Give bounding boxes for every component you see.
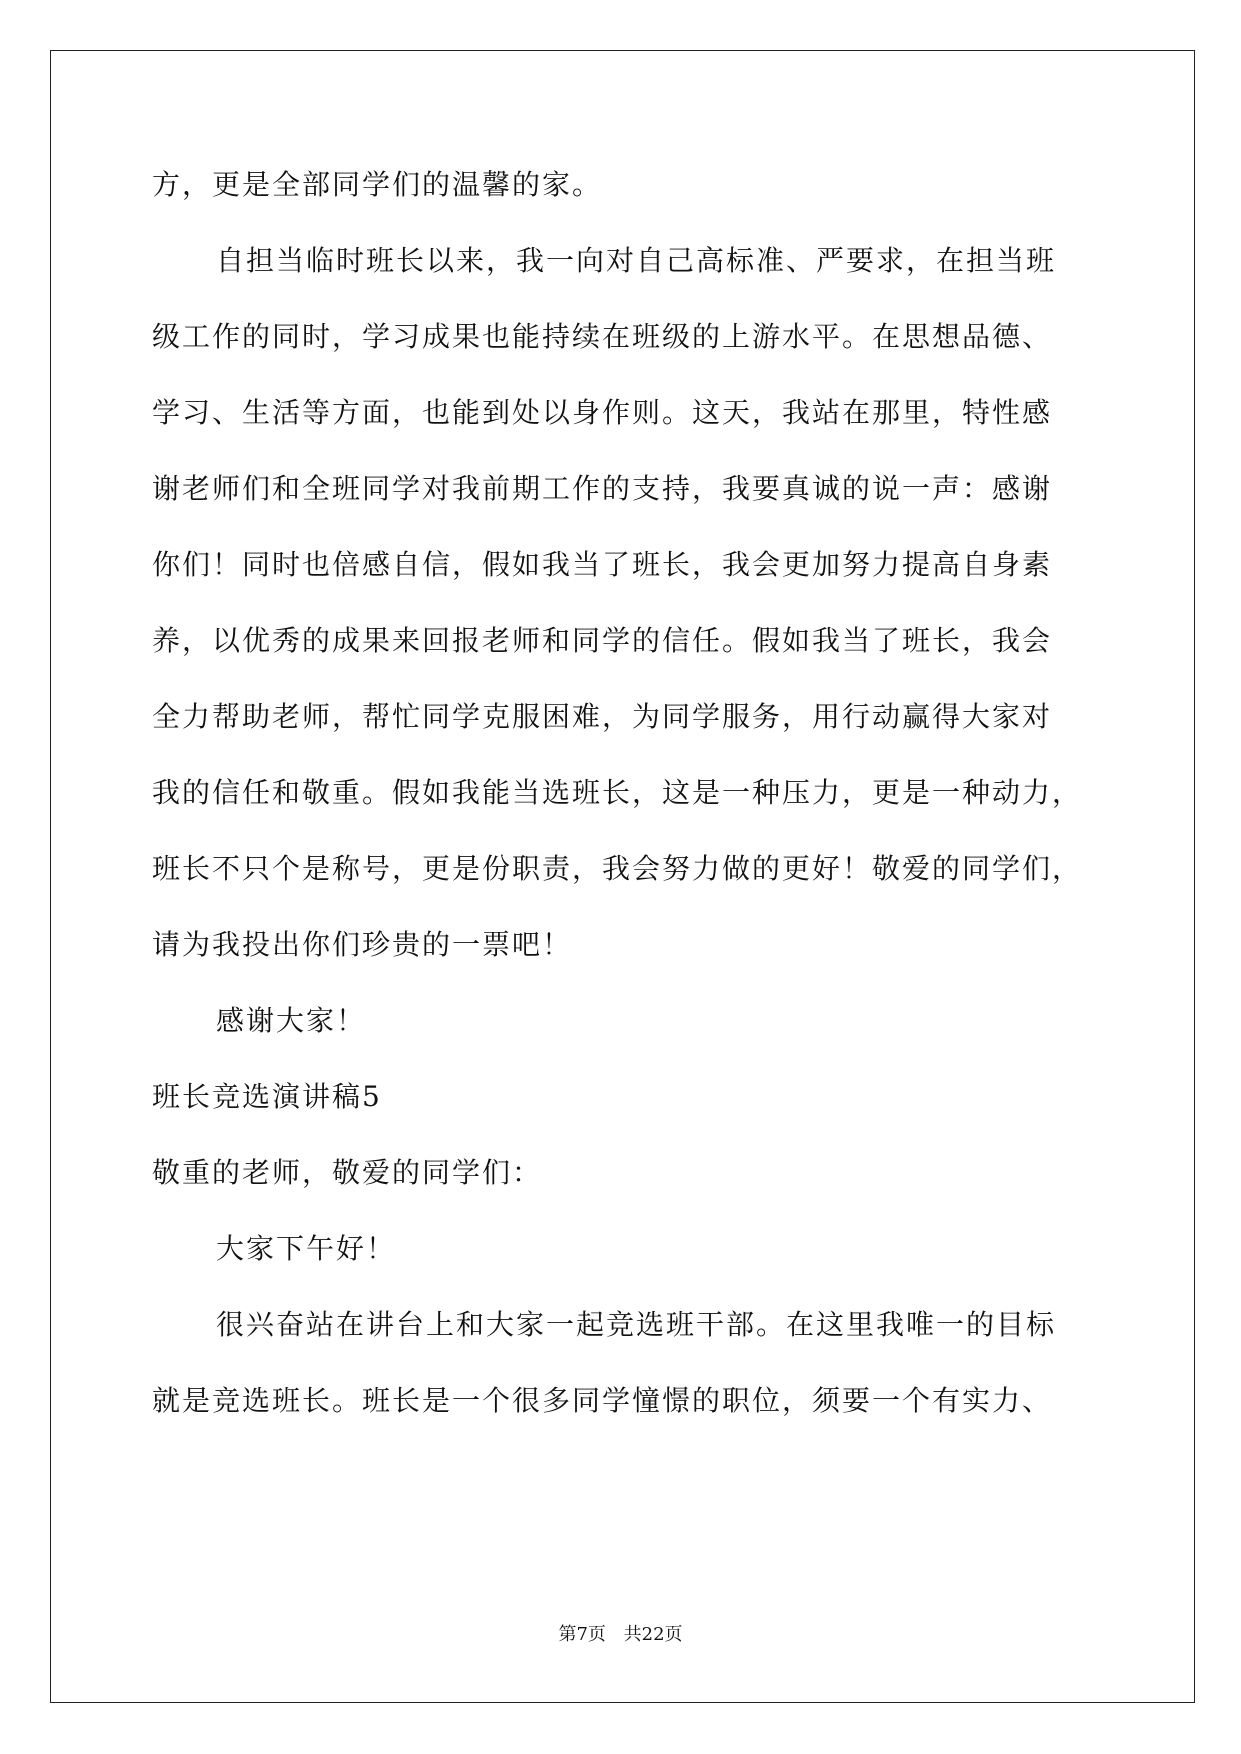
text-line: 方，更是全部同学们的温馨的家。 xyxy=(152,168,603,201)
paragraph-start-line: 很兴奋站在讲台上和大家一起竞选班干部。在这里我唯一的目标 xyxy=(216,1308,1057,1341)
greeting-line: 大家下午好！ xyxy=(216,1232,397,1265)
text-line: 你们！同时也倍感自信，假如我当了班长，我会更加努力提高自身素 xyxy=(152,548,1053,581)
page-total: 共22页 xyxy=(623,1624,683,1645)
text-line: 谢老师们和全班同学对我前期工作的支持，我要真诚的说一声：感谢 xyxy=(152,472,1053,505)
text-line: 我的信任和敬重。假如我能当选班长，这是一种压力，更是一种动力， xyxy=(152,776,1083,809)
text-line: 请为我投出你们珍贵的一票吧！ xyxy=(152,928,573,961)
text-line: 学习、生活等方面，也能到处以身作则。这天，我站在那里，特性感 xyxy=(152,396,1053,429)
paragraph-start-line: 自担当临时班长以来，我一向对自己高标准、严要求，在担当班 xyxy=(216,244,1057,277)
text-line: 全力帮助老师，帮忙同学克服困难，为同学服务，用行动赢得大家对 xyxy=(152,700,1053,733)
text-line: 班长不只个是称号，更是份职责，我会努力做的更好！敬爱的同学们， xyxy=(152,852,1083,885)
page-footer xyxy=(0,1624,1241,1646)
text-line: 就是竞选班长。班长是一个很多同学憧憬的职位，须要一个有实力、 xyxy=(152,1384,1053,1417)
text-line: 养，以优秀的成果来回报老师和同学的信任。假如我当了班长，我会 xyxy=(152,624,1053,657)
closing-line: 感谢大家！ xyxy=(216,1004,367,1037)
text-line: 级工作的同时，学习成果也能持续在班级的上游水平。在思想品德、 xyxy=(152,320,1053,353)
page-number: 第7页 xyxy=(558,1624,606,1645)
salutation-line: 敬重的老师，敬爱的同学们： xyxy=(152,1156,543,1189)
section-title: 班长竞选演讲稿5 xyxy=(152,1080,382,1113)
